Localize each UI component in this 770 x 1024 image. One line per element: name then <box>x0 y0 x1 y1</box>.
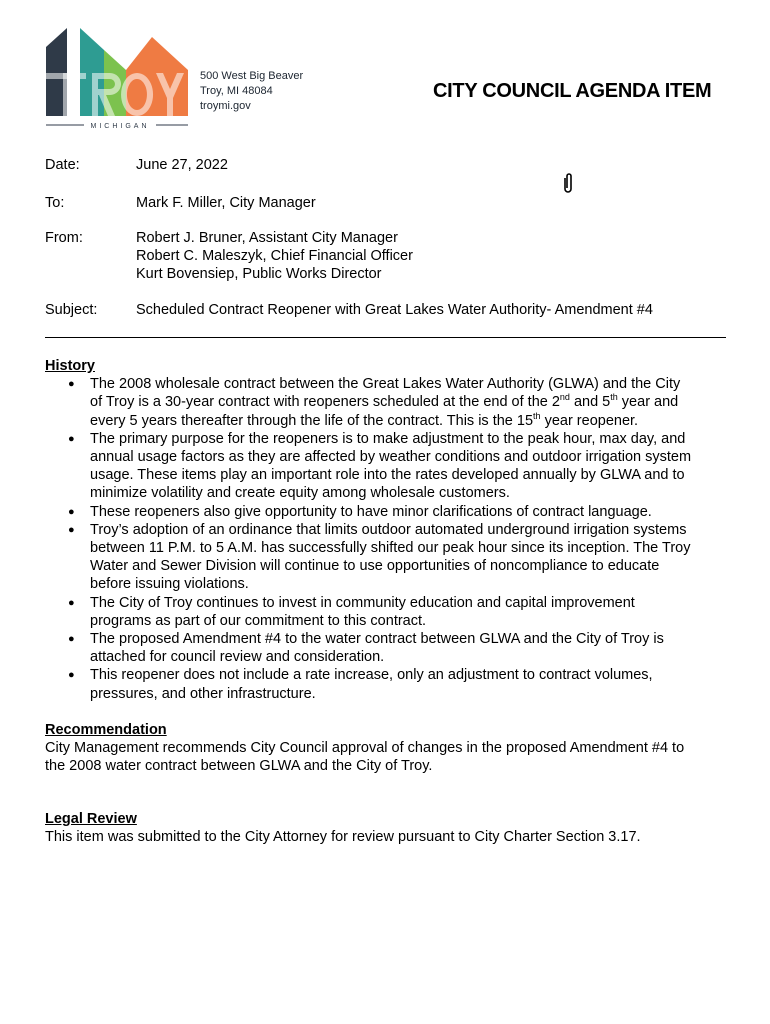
list-item: ● Troy’s adoption of an ordinance that limits outdoor automated underground irrigation systems between 11 P.M. to 5 A.M. has successfully shifted our peak hour since its inception. The Troy Water and Sewer Division will continue to use opportunities of noncompliance to educate before issuing violations. <box>68 521 691 593</box>
to-value: Mark F. Miller, City Manager <box>136 195 316 211</box>
to-label: To: <box>45 195 65 211</box>
list-item: ● The 2008 wholesale contract between the Great Lakes Water Authority (GLWA) and the City of Troy is a 30-year contract with reopeners scheduled at the end of the 2nd and 5th year and every 5 years thereafter through the life of the contract. This is the 15th year reopener. <box>68 376 681 429</box>
page-title: CITY COUNCIL AGENDA ITEM <box>433 80 712 102</box>
history-heading: History <box>45 358 95 374</box>
history-section <box>45 357 725 703</box>
list-item: ● The primary purpose for the reopeners is to make adjustment to the peak hour, max day, and annual usage factors as they are affected by weather conditions and outdoor irrigation system usage. These items play an important role into the rates developed annually by GLWA and to minimize volatility and create equity among wholesale customers. <box>68 430 692 502</box>
recommendation-heading: Recommendation <box>45 722 167 738</box>
from-value-1: Robert J. Bruner, Assistant City Manager <box>136 230 398 246</box>
address-city: Troy, MI 48084 <box>200 85 273 97</box>
bullet-icon: ● <box>68 505 75 518</box>
list-item: ● These reopeners also give opportunity to have minor clarifications of contract language. <box>68 503 652 520</box>
recommendation-line-1: City Management recommends City Council approval of changes in the proposed Amendment #4 to <box>45 740 685 757</box>
troy-logo <box>40 28 200 132</box>
from-value-2: Robert C. Maleszyk, Chief Financial Officer <box>136 248 413 264</box>
header-divider <box>45 337 726 338</box>
date-value: June 27, 2022 <box>136 157 228 173</box>
subject-label: Subject: <box>45 302 98 318</box>
letterhead-address <box>200 69 303 114</box>
bullet-icon: ● <box>68 596 75 609</box>
address-street: 500 West Big Beaver <box>200 70 304 82</box>
bullet-icon: ● <box>68 669 75 682</box>
website-link[interactable]: troymi.gov <box>200 100 251 112</box>
paperclip-icon[interactable] <box>562 171 574 195</box>
from-label: From: <box>45 230 83 246</box>
bullet-icon: ● <box>68 523 75 536</box>
logo-subtitle: MICHIGAN <box>90 123 150 130</box>
list-item: ● The City of Troy continues to invest in community education and capital improvement programs as part of our commitment to this contract. <box>68 594 635 629</box>
bullet-icon: ● <box>68 633 75 646</box>
from-value-3: Kurt Bovensiep, Public Works Director <box>136 266 382 282</box>
legal-review-section <box>45 810 725 846</box>
legal-review-heading: Legal Review <box>45 811 137 827</box>
subject-value: Scheduled Contract Reopener with Great Lakes Water Authority- Amendment #4 <box>136 302 653 318</box>
date-label: Date: <box>45 157 80 173</box>
legal-review-line-1: This item was submitted to the City Attorney for review pursuant to City Charter Section 3.17. <box>45 829 641 846</box>
list-item: ● The proposed Amendment #4 to the water contract between GLWA and the City of Troy is attached for council review and consideration. <box>68 631 664 666</box>
recommendation-line-2: the 2008 water contract between GLWA and the City of Troy. <box>45 758 433 775</box>
list-item: ● This reopener does not include a rate increase, only an adjustment to contract volumes, pressures, and other infrastructure. <box>68 667 653 702</box>
bullet-icon: ● <box>68 378 75 391</box>
bullet-icon: ● <box>68 432 75 445</box>
recommendation-section <box>45 721 725 776</box>
history-list <box>45 375 725 703</box>
